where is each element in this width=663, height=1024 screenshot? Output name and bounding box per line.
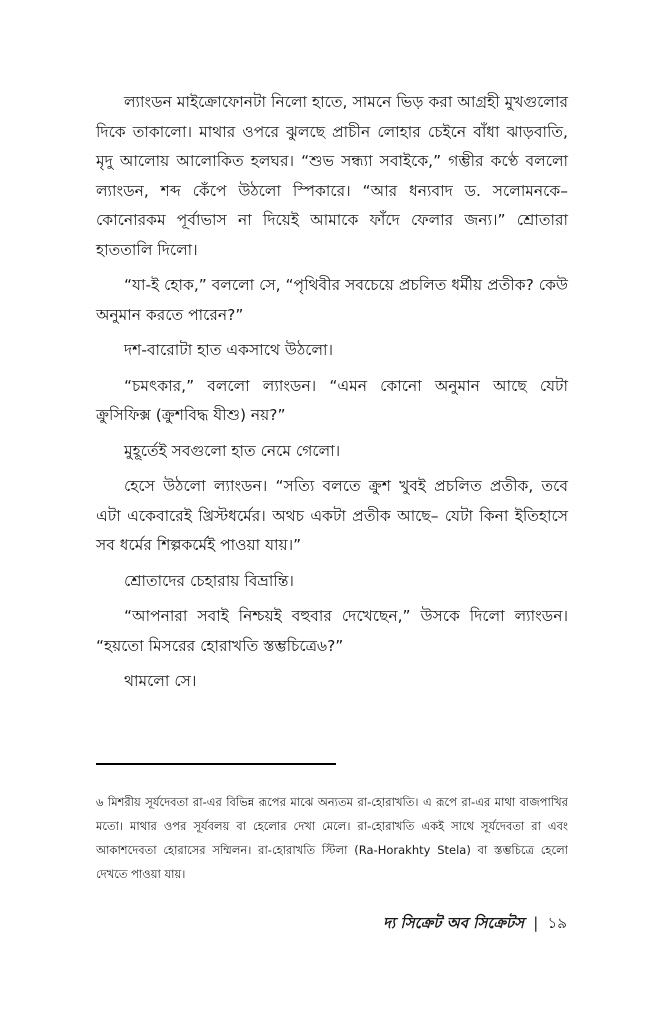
footnote-text: মিশরীয় সূর্যদেবতা রা-এর বিভিন্ন রূপের মাঝে অন্যতম রা-হোরাখতি। এ রূপে রা-এর মাথা বাজপাখির মতো। মাথার ওপর সূর্যবলয় বা হেলোর দেখা মেলে। রা-হোরাখতি একই সাথে সূর্যদেবতা রা এবং আকাশদেবতা হোরাসের সম্মিলন। রা-হোরাখতি স্টিলা (Ra-Horakhty Stela) বা স্তম্ভচিত্রে হেলো দেখতে পাওয়া যায়। — [96, 795, 568, 881]
paragraph: দশ-বারোটা হাত একসাথে উঠলো। — [124, 341, 334, 359]
footnote-marker: ৬ — [96, 795, 104, 809]
paragraph: “আপনারা সবাই নিশ্চয়ই বহুবার দেখেছেন,” উসকে দিলো ল্যাংডন। “হয়তো মিসরের হোরাখতি স্তম্ভচিত্রে৬?” — [96, 607, 568, 655]
footnote-divider — [96, 763, 336, 765]
body-text — [96, 88, 568, 703]
paragraph: “যা-ই হোক,” বললো সে, “পৃথিবীর সবচেয়ে প্রচলিত ধর্মীয় প্রতীক? কেউ অনুমান করতে পারেন?” — [96, 276, 568, 324]
paragraph: থামলো সে। — [124, 672, 197, 690]
running-footer — [383, 912, 567, 937]
footer-separator: | — [533, 914, 539, 932]
paragraph: শ্রোতাদের চেহারায় বিভ্রান্তি। — [124, 571, 294, 590]
paragraph: হেসে উঠলো ল্যাংডন। “সত্যি বলতে ক্রুশ খুবই প্রচলিত প্রতীক, তবে এটা একেবারেই খ্রিস্টধর্মের। অথচ একটা প্রতীক আছে– যেটা কিনা ইতিহাসে সব ধর্মের শিল্পকর্মেই পাওয়া যায়।” — [96, 477, 568, 554]
page-number: ১৯ — [547, 914, 567, 932]
paragraph: ল্যাংডন মাইক্রোফোনটা নিলো হাতে, সামনে ভিড় করা আগ্রহী মুখগুলোর দিকে তাকালো। মাথার ওপরে ঝুলছে প্রাচীন লোহার চেইনে বাঁধা ঝাড়বাতি, মৃদু আলোয় আলোকিত হলঘর। “শুভ সন্ধ্যা সবাইকে,” গম্ভীর কণ্ঠে বললো ল্যাংডন, শব্দ কেঁপে উঠলো স্পিকারে। “আর ধন্যবাদ ড. সলোমনকে– কোনোরকম পূর্বাভাস না দিয়েই আমাকে ফাঁদে ফেলার জন্য।” শ্রোতারা হাততালি দিলো। — [96, 93, 568, 259]
book-title: দ্য সিক্রেট অব সিক্রেটস — [382, 914, 524, 932]
paragraph: “চমৎকার,” বললো ল্যাংডন। “এমন কোনো অনুমান আছে যেটা ক্রুসিফিক্স (ক্রুশবিদ্ধ যীশু) নয়?” — [96, 376, 568, 424]
footnote — [96, 790, 568, 886]
paragraph: মুহূর্তেই সবগুলো হাত নেমে গেলো। — [124, 441, 341, 460]
